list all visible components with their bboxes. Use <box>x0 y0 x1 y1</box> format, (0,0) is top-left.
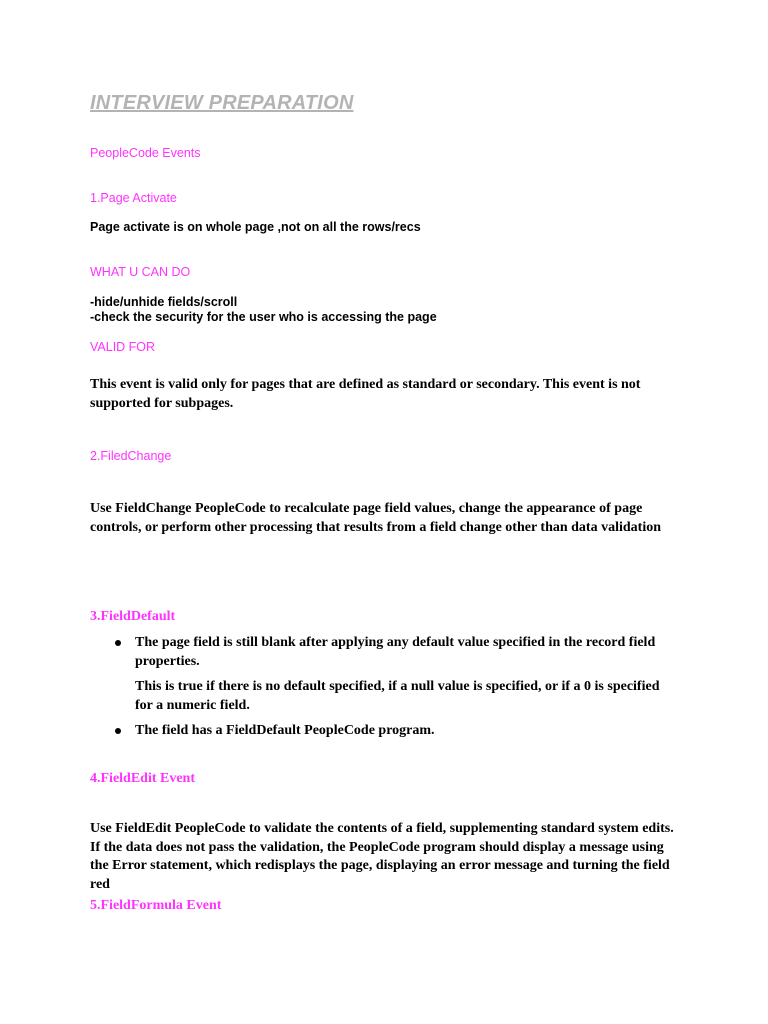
bullet-icon <box>115 640 121 646</box>
valid-for-text: This event is valid only for pages that are defined as standard or secondary. This event is not supported for subpages. <box>90 377 641 411</box>
valid-for-heading: VALID FOR <box>90 340 156 354</box>
what-item: -hide/unhide fields/scroll <box>90 295 238 309</box>
field-formula-heading: 5.FieldFormula Event <box>90 898 222 913</box>
field-default-note: This is true if there is no default specified, if a null value is specified, or if a 0 is specified for a numeric field. <box>135 679 660 713</box>
section-title: PeopleCode Events <box>90 146 201 160</box>
field-edit-heading: 4.FieldEdit Event <box>90 771 196 786</box>
field-default-bullet-2: The field has a FieldDefault PeopleCode program. <box>135 723 435 738</box>
field-default-bullet-1: The page field is still blank after applying any default value specified in the record field properties. <box>135 635 656 669</box>
field-edit-text: Use FieldEdit PeopleCode to validate the contents of a field, supplementing standard system edits. If the data does not pass the validation, the PeopleCode program should display a message using the Error statement, which redisplays the page, displaying an error message and turning the field red <box>90 821 674 892</box>
what-item: -check the security for the user who is accessing the page <box>90 310 437 324</box>
field-change-text: Use FieldChange PeopleCode to recalculate page field values, change the appearance of page controls, or perform other processing that results from a field change other than data validation <box>90 501 661 535</box>
field-default-heading: 3.FieldDefault <box>90 609 176 624</box>
bullet-icon <box>115 728 121 734</box>
what-u-can-do-heading: WHAT U CAN DO <box>90 265 191 279</box>
field-change-heading: 2.FiledChange <box>90 449 172 463</box>
page-activate-description: Page activate is on whole page ,not on all the rows/recs <box>90 220 421 234</box>
page-activate-heading: 1.Page Activate <box>90 191 177 205</box>
document-title: INTERVIEW PREPARATION <box>90 92 354 114</box>
